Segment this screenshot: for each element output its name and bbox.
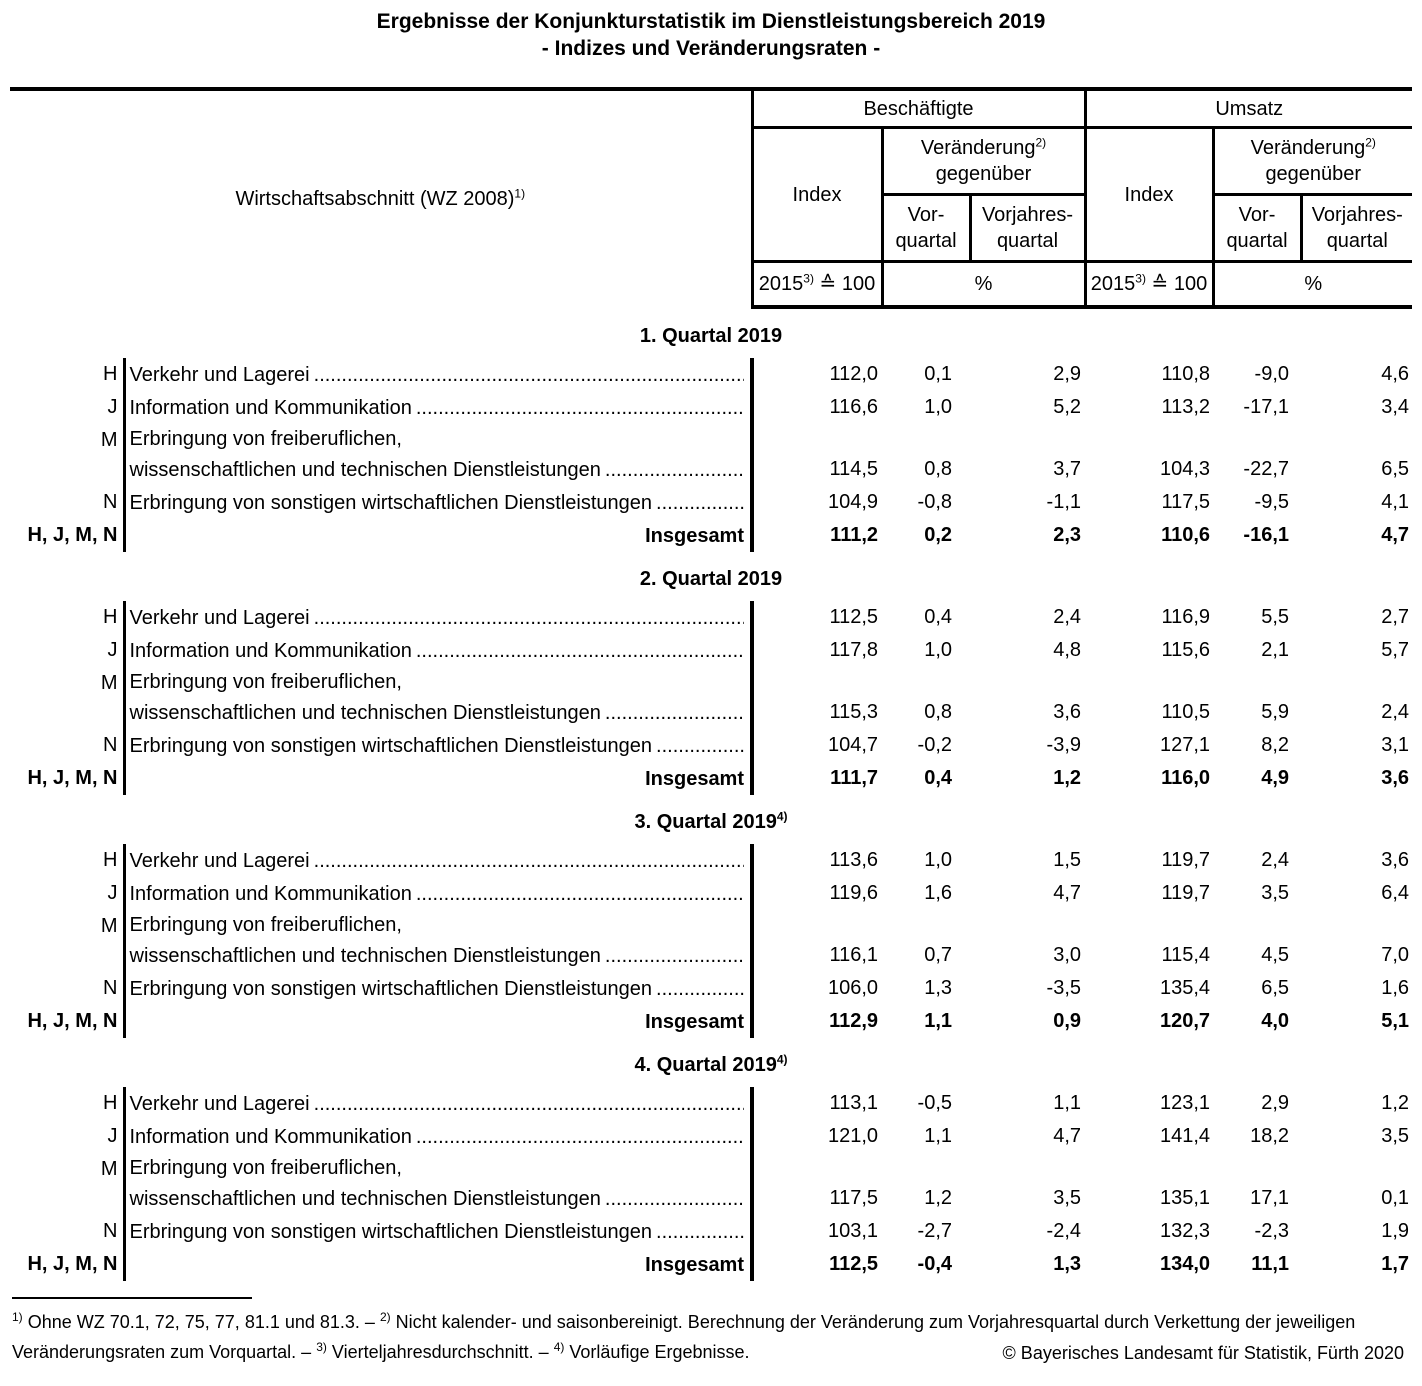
value-cell: 121,0	[827, 1125, 879, 1147]
value-cell: 0,4	[924, 606, 953, 628]
footnote-marker: 1)	[12, 1310, 23, 1324]
header-unit-index-turnover: 2015$^{3)}$ ≙ 100	[1085, 262, 1213, 308]
value-cell: 0,9	[1053, 1010, 1082, 1032]
total-label: Insgesamt	[124, 519, 752, 552]
value-cell: 120,7	[1159, 1010, 1211, 1032]
value-cell: 2,3	[1053, 524, 1082, 546]
value-cell: 4,9	[1261, 767, 1290, 789]
value-cell: 119,7	[1161, 882, 1211, 904]
header-change-employees: Veränderung$^{2)}$ gegenüber	[882, 128, 1085, 195]
value-cell: 4,6	[1381, 363, 1410, 385]
row-label: Verkehr und Lagerei .....	[124, 1087, 752, 1120]
value-cell: 113,6	[829, 849, 879, 871]
header-index-employees: Index	[752, 128, 882, 262]
row-label: Erbringung von freiberuflichen, wissenschaftlichen und technischen Dienstleistungen .....	[124, 424, 752, 486]
value-cell: 0,1	[1381, 1187, 1410, 1209]
table-row	[10, 729, 1412, 762]
row-label: Erbringung von sonstigen wirtschaftlichen Dienstleistungen .....	[124, 729, 752, 762]
value-cell: 112,5	[829, 1253, 879, 1275]
quarter-block-q2	[10, 552, 1412, 795]
value-cell: 8,2	[1261, 734, 1290, 756]
value-cell: 4,7	[1053, 882, 1082, 904]
value-cell: 5,5	[1261, 606, 1290, 628]
table-header	[10, 89, 1412, 307]
footnote-text: Ohne WZ 70.1, 72, 75, 77, 81.1 und 81.3. –	[27, 1312, 375, 1332]
section-letter: J	[10, 877, 124, 910]
value-cell: 112,5	[829, 606, 879, 628]
value-cell: 127,1	[1159, 734, 1211, 756]
dot-leader	[412, 879, 744, 910]
row-label: Information und Kommunikation .....	[124, 877, 752, 910]
dot-leader	[310, 603, 744, 634]
value-cell: 1,2	[1381, 1092, 1410, 1114]
value-cell: 103,1	[827, 1220, 879, 1242]
row-label: Erbringung von freiberuflichen, wissenschaftlichen und technischen Dienstleistungen .....	[124, 910, 752, 972]
page-title: Ergebnisse der Konjunkturstatistik im Dienstleistungsbereich 2019	[376, 10, 1046, 33]
section-letter: N	[10, 729, 124, 762]
quarter-title: 4. Quartal 2019$^{4)}$	[634, 1052, 788, 1076]
table-row	[10, 358, 1412, 391]
value-cell: 1,1	[1053, 1092, 1082, 1114]
value-cell: 1,2	[924, 1187, 953, 1209]
value-cell: 141,4	[1159, 1125, 1211, 1147]
value-cell: 1,1	[924, 1125, 953, 1147]
value-cell: 3,5	[1261, 882, 1290, 904]
table-row	[10, 877, 1412, 910]
value-cell: -9,0	[1254, 363, 1290, 385]
section-letter: M	[10, 910, 124, 972]
value-cell: -0,4	[917, 1253, 953, 1275]
value-cell: 4,0	[1261, 1010, 1290, 1032]
quarter-title: 3. Quartal 2019$^{4)}$	[634, 809, 788, 833]
dot-leader	[601, 698, 744, 729]
header-unit-index-employees: 2015$^{3)}$ ≙ 100	[752, 262, 882, 308]
table-row	[10, 910, 1412, 972]
section-letter: H, J, M, N	[10, 519, 124, 552]
value-cell: 18,2	[1250, 1125, 1290, 1147]
value-cell: 104,9	[827, 491, 879, 513]
total-row	[10, 1248, 1412, 1281]
value-cell: 0,4	[924, 767, 953, 789]
value-cell: -0,2	[917, 734, 953, 756]
value-cell: 119,7	[1161, 849, 1211, 871]
value-cell: -22,7	[1243, 458, 1290, 480]
value-cell: 1,3	[1053, 1253, 1082, 1275]
dot-leader	[310, 360, 744, 391]
value-cell: 1,7	[1381, 1253, 1410, 1275]
value-cell: 110,8	[1161, 363, 1211, 385]
value-cell: 116,6	[829, 396, 879, 418]
value-cell: 6,5	[1381, 458, 1410, 480]
row-label: Information und Kommunikation .....	[124, 391, 752, 424]
header-group-turnover: Umsatz	[1085, 89, 1412, 128]
section-letter: H, J, M, N	[10, 762, 124, 795]
quarter-block-q1	[10, 307, 1412, 552]
value-cell: 3,6	[1381, 849, 1410, 871]
value-cell: 110,5	[1161, 701, 1211, 723]
value-cell: 1,9	[1381, 1220, 1410, 1242]
value-cell: 117,5	[1161, 491, 1211, 513]
value-cell: 17,1	[1250, 1187, 1290, 1209]
value-cell: 2,9	[1261, 1092, 1290, 1114]
value-cell: 3,7	[1053, 458, 1082, 480]
row-label: Erbringung von freiberuflichen, wissenschaftlichen und technischen Dienstleistungen .....	[124, 1153, 752, 1215]
value-cell: 135,1	[1159, 1187, 1211, 1209]
table-row	[10, 972, 1412, 1005]
value-cell: -3,5	[1046, 977, 1082, 999]
header-prev-year-quarter-turnover: Vorjahres- quartal	[1311, 204, 1403, 252]
dot-leader	[412, 1122, 744, 1153]
value-cell: -0,5	[917, 1092, 953, 1114]
value-cell: 104,7	[827, 734, 879, 756]
table-row	[10, 667, 1412, 729]
quarter-title: 1. Quartal 2019	[639, 325, 783, 347]
section-letter: H, J, M, N	[10, 1248, 124, 1281]
section-letter: J	[10, 1120, 124, 1153]
value-cell: 3,1	[1381, 734, 1410, 756]
dot-leader	[310, 846, 744, 877]
table-row	[10, 1215, 1412, 1248]
dot-leader	[601, 1184, 744, 1215]
value-cell: 2,7	[1381, 606, 1410, 628]
table-row	[10, 601, 1412, 634]
section-letter: H	[10, 358, 124, 391]
page-subtitle: - Indizes und Veränderungsraten -	[541, 37, 881, 60]
value-cell: -2,7	[917, 1220, 953, 1242]
dot-leader	[310, 1089, 744, 1120]
value-cell: 7,0	[1381, 944, 1410, 966]
section-letter: J	[10, 634, 124, 667]
footnote-marker: 2)	[379, 1310, 391, 1324]
section-letter: H, J, M, N	[10, 1005, 124, 1038]
value-cell: 113,2	[1161, 396, 1211, 418]
section-letter: M	[10, 667, 124, 729]
value-cell: 0,8	[924, 458, 953, 480]
section-letter: J	[10, 391, 124, 424]
row-label: Verkehr und Lagerei .....	[124, 844, 752, 877]
footnote-text: Nicht kalender- und saisonbereinigt. Berechnung der Veränderung zum Vorjahresquartal durch Verkettung der jeweiligen Veränderungsraten zum Vorquartal. –	[12, 1312, 1356, 1362]
table-row	[10, 634, 1412, 667]
value-cell: -1,1	[1046, 491, 1082, 513]
row-label: Erbringung von sonstigen wirtschaftlichen Dienstleistungen .....	[124, 1215, 752, 1248]
table-row	[10, 1153, 1412, 1215]
value-cell: 116,1	[829, 944, 879, 966]
footnote-marker: 3)	[316, 1340, 327, 1354]
quarter-title-row	[10, 795, 1412, 844]
value-cell: 1,3	[924, 977, 953, 999]
total-label: Insgesamt	[124, 1005, 752, 1038]
quarter-block-q3	[10, 795, 1412, 1038]
value-cell: 123,1	[1159, 1092, 1211, 1114]
dot-leader	[652, 1217, 744, 1248]
value-cell: 6,4	[1381, 882, 1410, 904]
value-cell: -3,9	[1046, 734, 1082, 756]
value-cell: 1,5	[1053, 849, 1082, 871]
section-letter: N	[10, 972, 124, 1005]
value-cell: 3,6	[1053, 701, 1082, 723]
row-label: Erbringung von sonstigen wirtschaftlichen Dienstleistungen .....	[124, 486, 752, 519]
value-cell: 6,5	[1261, 977, 1290, 999]
value-cell: 135,4	[1159, 977, 1211, 999]
value-cell: 0,1	[924, 363, 953, 385]
quarter-title-row	[10, 552, 1412, 601]
dot-leader	[601, 455, 744, 486]
value-cell: 5,9	[1261, 701, 1290, 723]
table-row	[10, 424, 1412, 486]
value-cell: -16,1	[1243, 524, 1290, 546]
dot-leader	[601, 941, 744, 972]
value-cell: 111,7	[830, 767, 879, 789]
quarter-block-q4	[10, 1038, 1412, 1281]
section-letter: N	[10, 1215, 124, 1248]
quarter-title: 2. Quartal 2019	[639, 568, 783, 590]
value-cell: 11,1	[1251, 1253, 1290, 1275]
dot-leader	[652, 974, 744, 1005]
value-cell: -2,4	[1046, 1220, 1082, 1242]
value-cell: 119,6	[829, 882, 879, 904]
value-cell: 104,3	[1159, 458, 1211, 480]
quarter-title-row	[10, 1038, 1412, 1087]
value-cell: -17,1	[1243, 396, 1290, 418]
row-label: Verkehr und Lagerei .....	[124, 601, 752, 634]
value-cell: 132,3	[1159, 1220, 1211, 1242]
table-row	[10, 486, 1412, 519]
total-row	[10, 762, 1412, 795]
value-cell: 5,2	[1053, 396, 1082, 418]
value-cell: 0,2	[924, 524, 953, 546]
value-cell: 116,0	[1161, 767, 1211, 789]
header-prev-quarter-employees: Vor- quartal	[882, 195, 970, 262]
value-cell: 2,4	[1381, 701, 1410, 723]
value-cell: 115,4	[1161, 944, 1211, 966]
section-letter: N	[10, 486, 124, 519]
value-cell: 4,8	[1053, 639, 1082, 661]
value-cell: 112,0	[829, 363, 879, 385]
value-cell: -9,5	[1254, 491, 1290, 513]
value-cell: 1,1	[924, 1010, 953, 1032]
value-cell: 4,1	[1381, 491, 1410, 513]
footnote-rule	[12, 1297, 252, 1299]
header-index-turnover: Index	[1085, 128, 1213, 262]
value-cell: 134,0	[1159, 1253, 1211, 1275]
value-cell: 0,8	[924, 701, 953, 723]
section-letter: H	[10, 844, 124, 877]
value-cell: 3,6	[1381, 767, 1410, 789]
value-cell: 113,1	[829, 1092, 879, 1114]
header-group-employees: Beschäftigte	[752, 89, 1085, 128]
value-cell: 117,5	[829, 1187, 879, 1209]
value-cell: 1,6	[924, 882, 953, 904]
value-cell: 3,5	[1053, 1187, 1082, 1209]
table-row	[10, 391, 1412, 424]
section-letter: M	[10, 424, 124, 486]
total-label: Insgesamt	[124, 1248, 752, 1281]
section-letter: H	[10, 601, 124, 634]
value-cell: 115,6	[1161, 639, 1211, 661]
table-row	[10, 1120, 1412, 1153]
footnote-text: Vierteljahresdurchschnitt. –	[331, 1342, 549, 1362]
row-label: Information und Kommunikation .....	[124, 634, 752, 667]
value-cell: -2,3	[1254, 1220, 1290, 1242]
value-cell: 3,4	[1381, 396, 1410, 418]
copyright-notice: © Bayerisches Landesamt für Statistik, Fürth 2020	[1002, 1343, 1404, 1363]
value-cell: 4,7	[1381, 524, 1410, 546]
table-row	[10, 844, 1412, 877]
statistics-table	[10, 87, 1412, 1281]
section-letter: H	[10, 1087, 124, 1120]
value-cell: 2,1	[1261, 639, 1290, 661]
value-cell: 3,5	[1381, 1125, 1410, 1147]
row-label: Verkehr und Lagerei .....	[124, 358, 752, 391]
value-cell: 111,2	[830, 524, 879, 546]
dot-leader	[652, 731, 744, 762]
dot-leader	[412, 393, 744, 424]
header-unit-percent-turnover: %	[1213, 262, 1412, 308]
value-cell: 2,4	[1261, 849, 1290, 871]
header-main-column: Wirtschaftsabschnitt (WZ 2008)$^{1)}$	[10, 89, 752, 307]
value-cell: 1,2	[1053, 767, 1082, 789]
quarter-title-row	[10, 307, 1412, 358]
value-cell: 115,3	[829, 701, 879, 723]
row-label: Erbringung von freiberuflichen, wissenschaftlichen und technischen Dienstleistungen .....	[124, 667, 752, 729]
value-cell: 5,7	[1381, 639, 1410, 661]
value-cell: 1,0	[924, 639, 953, 661]
row-label: Information und Kommunikation .....	[124, 1120, 752, 1153]
value-cell: 0,7	[924, 944, 953, 966]
value-cell: 1,6	[1381, 977, 1410, 999]
total-label: Insgesamt	[124, 762, 752, 795]
value-cell: 4,7	[1053, 1125, 1082, 1147]
value-cell: 1,0	[924, 849, 953, 871]
value-cell: -0,8	[917, 491, 953, 513]
value-cell: 4,5	[1261, 944, 1290, 966]
value-cell: 106,0	[827, 977, 879, 999]
total-row	[10, 519, 1412, 552]
header-prev-quarter-turnover: Vor- quartal	[1213, 195, 1301, 262]
value-cell: 3,0	[1053, 944, 1082, 966]
value-cell: 112,9	[829, 1010, 879, 1032]
value-cell: 116,9	[1161, 606, 1211, 628]
value-cell: 5,1	[1381, 1010, 1410, 1032]
total-row	[10, 1005, 1412, 1038]
footnote-marker: 4)	[553, 1340, 565, 1354]
value-cell: 2,9	[1053, 363, 1082, 385]
dot-leader	[652, 488, 744, 519]
value-cell: 2,4	[1053, 606, 1082, 628]
section-letter: M	[10, 1153, 124, 1215]
value-cell: 117,8	[829, 639, 879, 661]
row-label: Erbringung von sonstigen wirtschaftlichen Dienstleistungen .....	[124, 972, 752, 1005]
value-cell: 114,5	[829, 458, 879, 480]
header-unit-percent-employees: %	[882, 262, 1085, 308]
header-change-turnover: Veränderung$^{2)}$ gegenüber	[1213, 128, 1412, 195]
dot-leader	[412, 636, 744, 667]
value-cell: 1,0	[924, 396, 953, 418]
header-prev-year-quarter-employees: Vorjahres- quartal	[970, 195, 1085, 262]
value-cell: 110,6	[1161, 524, 1211, 546]
table-row	[10, 1087, 1412, 1120]
footnote-text: Vorläufige Ergebnisse.	[569, 1342, 750, 1362]
